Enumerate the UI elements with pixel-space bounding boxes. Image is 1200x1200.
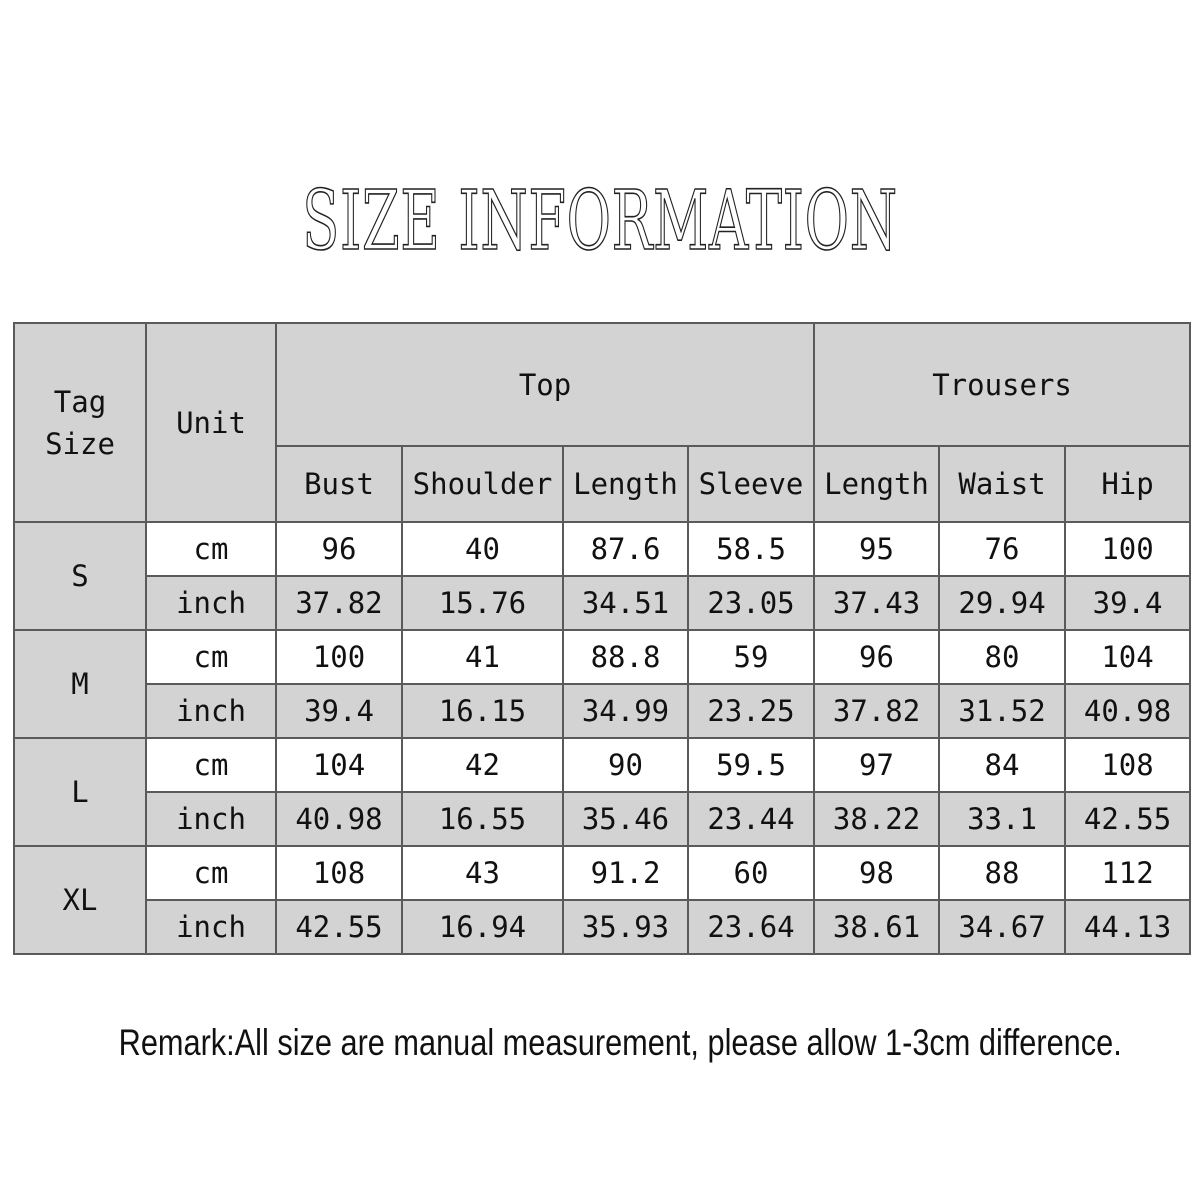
- table-row: [14, 630, 1190, 684]
- size-label: XL: [14, 846, 146, 954]
- size-label: S: [14, 522, 146, 630]
- table-cell: 90: [563, 738, 688, 792]
- table-cell: 23.44: [688, 792, 814, 846]
- table-cell: 38.61: [814, 900, 939, 954]
- table-cell: 33.1: [939, 792, 1065, 846]
- table-cell: 35.46: [563, 792, 688, 846]
- table-cell: 97: [814, 738, 939, 792]
- unit-label: inch: [146, 576, 276, 630]
- table-cell: 40.98: [276, 792, 402, 846]
- table-cell: 88: [939, 846, 1065, 900]
- table-cell: 16.94: [402, 900, 563, 954]
- table-cell: 37.43: [814, 576, 939, 630]
- unit-label: inch: [146, 900, 276, 954]
- table-cell: 39.4: [276, 684, 402, 738]
- column-header-top-length: Length: [563, 446, 688, 522]
- table-cell: 41: [402, 630, 563, 684]
- unit-label: cm: [146, 522, 276, 576]
- trousers-group-header: Trousers: [814, 323, 1190, 446]
- table-row: [14, 522, 1190, 576]
- table-cell: 96: [814, 630, 939, 684]
- size-table-body: [14, 522, 1190, 954]
- table-cell: 37.82: [276, 576, 402, 630]
- table-cell: 98: [814, 846, 939, 900]
- table-cell: 43: [402, 846, 563, 900]
- unit-label: cm: [146, 738, 276, 792]
- table-cell: 23.64: [688, 900, 814, 954]
- table-row: [14, 846, 1190, 900]
- table-cell: 100: [276, 630, 402, 684]
- header-row-groups: [14, 323, 1190, 446]
- table-cell: 100: [1065, 522, 1190, 576]
- top-group-header: Top: [276, 323, 814, 446]
- table-row: [14, 900, 1190, 954]
- table-row: [14, 684, 1190, 738]
- table-cell: 34.67: [939, 900, 1065, 954]
- table-cell: 60: [688, 846, 814, 900]
- table-cell: 42.55: [276, 900, 402, 954]
- table-cell: 23.05: [688, 576, 814, 630]
- table-cell: 39.4: [1065, 576, 1190, 630]
- table-cell: 88.8: [563, 630, 688, 684]
- table-cell: 108: [276, 846, 402, 900]
- table-cell: 34.99: [563, 684, 688, 738]
- table-cell: 16.15: [402, 684, 563, 738]
- table-cell: 34.51: [563, 576, 688, 630]
- table-cell: 59.5: [688, 738, 814, 792]
- table-cell: 84: [939, 738, 1065, 792]
- table-cell: 40.98: [1065, 684, 1190, 738]
- table-cell: 104: [276, 738, 402, 792]
- unit-label: cm: [146, 630, 276, 684]
- table-cell: 59: [688, 630, 814, 684]
- table-row: [14, 792, 1190, 846]
- size-label: L: [14, 738, 146, 846]
- table-cell: 40: [402, 522, 563, 576]
- tag-size-header: [14, 323, 146, 522]
- page-title: SIZE INFORMATION: [302, 174, 898, 269]
- unit-label: inch: [146, 684, 276, 738]
- column-header-waist: Waist: [939, 446, 1065, 522]
- tag-size-header-line2: Size: [45, 426, 115, 461]
- table-cell: 108: [1065, 738, 1190, 792]
- column-header-bust: Bust: [276, 446, 402, 522]
- table-cell: 42: [402, 738, 563, 792]
- remark-note: Remark:All size are manual measurement, please allow 1-3cm difference.: [118, 1022, 1122, 1063]
- table-row: [14, 738, 1190, 792]
- table-row: [14, 576, 1190, 630]
- table-cell: 37.82: [814, 684, 939, 738]
- unit-label: cm: [146, 846, 276, 900]
- unit-label: inch: [146, 792, 276, 846]
- table-cell: 35.93: [563, 900, 688, 954]
- size-table: [13, 322, 1191, 955]
- column-header-sleeve: Sleeve: [688, 446, 814, 522]
- table-cell: 23.25: [688, 684, 814, 738]
- table-cell: 76: [939, 522, 1065, 576]
- table-cell: 87.6: [563, 522, 688, 576]
- column-header-trousers-length: Length: [814, 446, 939, 522]
- column-header-shoulder: Shoulder: [402, 446, 563, 522]
- table-cell: 42.55: [1065, 792, 1190, 846]
- table-cell: 95: [814, 522, 939, 576]
- unit-header: Unit: [146, 323, 276, 522]
- column-header-hip: Hip: [1065, 446, 1190, 522]
- table-cell: 31.52: [939, 684, 1065, 738]
- table-cell: 91.2: [563, 846, 688, 900]
- table-cell: 96: [276, 522, 402, 576]
- tag-size-header-line1: Tag: [53, 384, 107, 419]
- table-cell: 80: [939, 630, 1065, 684]
- table-cell: 15.76: [402, 576, 563, 630]
- table-cell: 44.13: [1065, 900, 1190, 954]
- table-cell: 16.55: [402, 792, 563, 846]
- table-cell: 29.94: [939, 576, 1065, 630]
- table-cell: 38.22: [814, 792, 939, 846]
- size-label: M: [14, 630, 146, 738]
- table-cell: 104: [1065, 630, 1190, 684]
- table-cell: 112: [1065, 846, 1190, 900]
- table-cell: 58.5: [688, 522, 814, 576]
